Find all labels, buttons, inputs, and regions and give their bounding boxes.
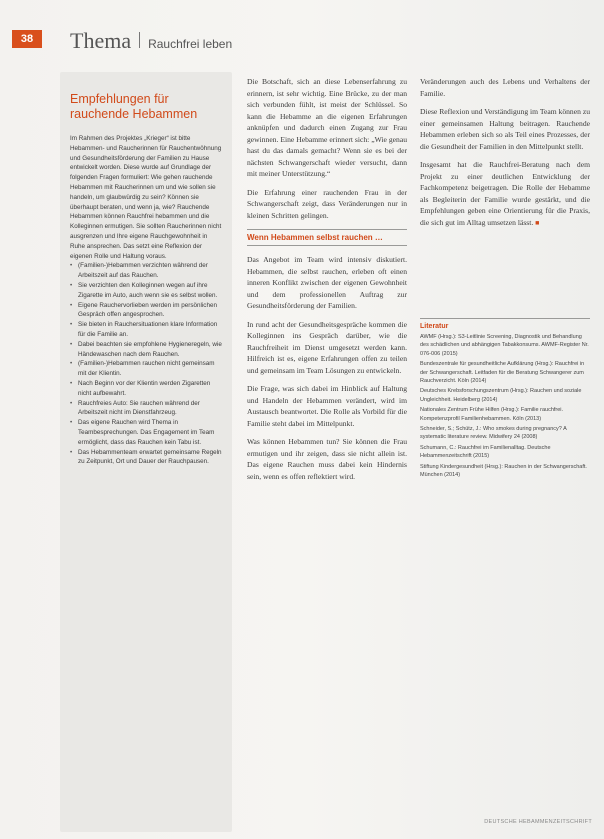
literature-section bbox=[420, 318, 590, 482]
section-title: Thema bbox=[70, 28, 132, 53]
recommendations-box bbox=[60, 72, 232, 832]
body-paragraph bbox=[420, 159, 590, 229]
body-text: Insgesamt hat die Rauchfrei-Beratung nach dem Projekt zu einer deutlichen Entwicklung der Fachkompetenz beigetragen. Die Rolle der Hebamme als Begleiterin der Familie wurde gestärkt, und die Empfehlungen geben eine Orientierung für die Praxis, die sich gut im Alltag umsetzen lässt. bbox=[420, 160, 590, 227]
literature-title: Literatur bbox=[420, 323, 449, 330]
header-divider bbox=[139, 32, 140, 48]
literature-reference: AWMF (Hrsg.): S3-Leitlinie Screening, Diagnostik und Behandlung des schädlichen und abhängigen Tabakkonsums. AWMF-Register Nr. 076-006 (2015) bbox=[420, 334, 589, 357]
article-end-icon: ■ bbox=[535, 218, 540, 227]
body-paragraph: Die Frage, was sich dabei im Hinblick auf Haltung und Handeln der Hebammen verändert, wird im Austausch beantwortet. Die Rolle als Vorbild für die Familie steht dabei im Mittelpunkt. bbox=[247, 384, 407, 428]
body-paragraph: Die Botschaft, sich an diese Lebenserfahrung zu erinnern, ist sehr wichtig. Eine Brücke, zu der man sich verbunden fühlt, ist meist der Schlüssel. So kann die Hebamme an die eigenen Erfahrungen anknüpfen und dadurch einen Zugang zur Frau gewinnen. Eine Hebamme erinnert sich: „Wie genau hast du das damals gemacht? Wenn sie es bei der nächsten Schwangerschaft wieder versucht, dann mit meiner Unterstützung.“ bbox=[247, 77, 407, 178]
article-column-2 bbox=[247, 76, 407, 489]
page-number: 38 bbox=[12, 30, 42, 48]
list-item: • Sie verzichten den Kolleginnen wegen auf ihre Zigarette im Auto, auch wenn sie es selbst wollen. bbox=[70, 281, 222, 301]
literature-reference: Bundeszentrale für gesundheitliche Aufklärung (Hrsg.): Rauchfrei in der Schwangerschaft. Leitfaden für die Beratung Schwangerer zum Rauchverzicht. Köln (2014) bbox=[420, 361, 585, 385]
literature-reference: Stiftung Kindergesundheit (Hrsg.): Rauchen in der Schwangerschaft. München (2014) bbox=[420, 463, 587, 479]
list-item: • Rauchfreies Auto: Sie rauchen während der Arbeitszeit nicht im Dienstfahrzeug. bbox=[70, 399, 222, 419]
list-item: • Das eigene Rauchen wird Thema in Teambesprechungen. Das Engagement im Team ermöglicht, dass das Rauchen kein Tabu ist. bbox=[70, 418, 222, 447]
section-header bbox=[70, 28, 232, 54]
recommendations-list bbox=[70, 261, 222, 467]
literature-reference: Deutsches Krebsforschungszentrum (Hrsg.): Rauchen und soziale Ungleichheit. Heidelberg (2014) bbox=[420, 388, 582, 403]
page-footer: DEUTSCHE HEBAMMENZEITSCHRIFT bbox=[484, 819, 592, 825]
section-subtitle: Rauchfrei leben bbox=[148, 37, 233, 51]
list-item: • Dabei beachten sie empfohlene Hygieneregeln, wie Händewaschen nach dem Rauchen. bbox=[70, 340, 222, 360]
literature-reference: Schumann, C.: Rauchfrei im Familienalltag. Deutsche Hebammenzeitschrift (2015) bbox=[420, 444, 551, 460]
literature-reference: Schneider, S.; Schütz, J.: Who smokes during pregnancy? A systematic literature review. Midwifery 24 (2008) bbox=[420, 426, 567, 441]
article-column-3 bbox=[420, 76, 590, 236]
body-paragraph: Veränderungen auch des Lebens und Verhaltens der Familie. bbox=[420, 77, 590, 98]
body-paragraph: Diese Reflexion und Verständigung im Team können zu einer gemeinsamen Haltung beitragen. Rauchende Hebammen erleben sich so als Teil eines Prozesses, der die Gesundheit der Familien in den Mittelpunkt stellt. bbox=[420, 107, 590, 151]
list-item: • (Familien-)Hebammen verzichten während der Arbeitszeit auf das Rauchen. bbox=[70, 261, 222, 281]
body-paragraph: In rund acht der Gesundheitsgespräche kommen die Kolleginnen ins Gespräch darüber, wie die Rauchfreiheit im Dienst umgesetzt werden kann. Hilfreich ist es, eigene Erfahrungen offen zu teilen und gemeinsam im Team Lösungen zu entwickeln. bbox=[247, 319, 407, 375]
list-item: • Das Hebammenteam erwartet gemeinsame Regeln zu Zeitpunkt, Ort und Dauer der Rauchpausen. bbox=[70, 448, 222, 468]
article-subheading: Wenn Hebammen selbst rauchen … bbox=[247, 229, 407, 246]
list-item: • (Familien-)Hebammen rauchen nicht gemeinsam mit der Klientin. bbox=[70, 359, 222, 379]
list-item: • Sie bieten in Rauchersituationen klare Information für die Familie an. bbox=[70, 320, 222, 340]
body-paragraph: Was können Hebammen tun? Sie können die Frau ermutigen und ihr zeigen, dass sie nicht allein ist. Das eigene Rauchen muss dabei kein Hindernis sein, wenn es offen reflektiert wird. bbox=[247, 437, 407, 481]
list-item: • Eigene Rauchervorlieben werden im persönlichen Gespräch offen angesprochen. bbox=[70, 301, 222, 321]
body-paragraph: Das Angebot im Team wird intensiv diskutiert. Hebammen, die selbst rauchen, erleben oft einen inneren Konflikt zwischen der eigenen Gewohnheit und dem professionellen Auftrag zur Gesundheitsförderung der Familien. bbox=[247, 255, 407, 310]
box-title: Empfehlungen für rauchende Hebammen bbox=[70, 92, 198, 121]
box-intro: Im Rahmen des Projektes „Krieger“ ist bitte Hebammen- und Raucherinnen für Rauchentwöhnung und Gesundheitsförderung der Familien zu Hause entwickelt worden. Diese wurde auf Grundlage der folgenden Fragen formuliert: Wie gehen rauchende Hebammen mit Raucherinnen um und wie sollen sie handeln, um glaubwürdig zu sein? Können sie überhaupt beraten, und wenn ja, wie? Rauchende Hebammen können Rauchfrei hebammen und die Kolleginnen ermutigen. Sie sollten Raucherinnen nicht ausgrenzen und Ihre eigene Rauchgewohnheit in Ruhe ansprechen. Das setzt eine Reflexion der eigenen Rolle und Haltung voraus. bbox=[70, 135, 222, 260]
body-paragraph: Die Erfahrung einer rauchenden Frau in der Schwangerschaft zeigt, dass Veränderungen nur in kleinen Schritten gelingen. bbox=[247, 187, 407, 220]
literature-reference: Nationales Zentrum Frühe Hilfen (Hrsg.): Familie rauchfrei. Kompetenzprofil Familienhebammen. Köln (2013) bbox=[420, 407, 564, 422]
list-item: • Nach Beginn vor der Klientin werden Zigaretten nicht aufbewahrt. bbox=[70, 379, 222, 399]
